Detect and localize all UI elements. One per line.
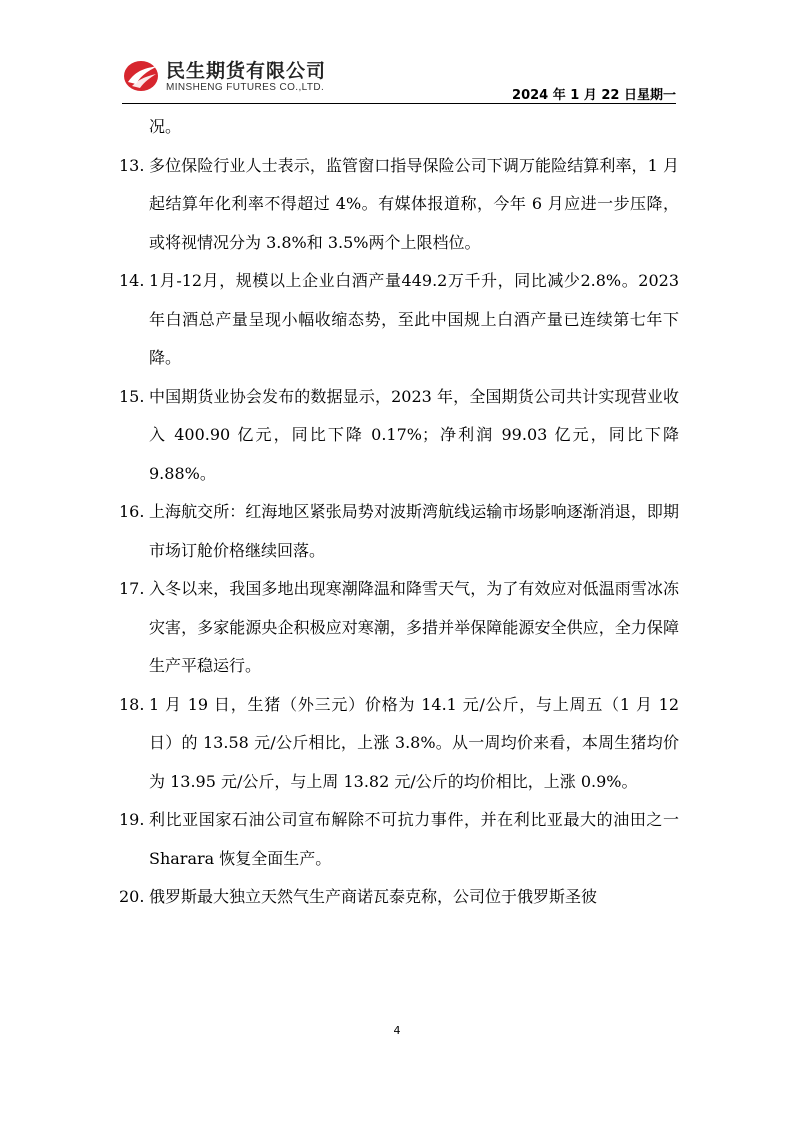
item-text: 多位保险行业人士表示，监管窗口指导保险公司下调万能险结算利率，1 月起结算年化利率不得超过 4%。有媒体报道称，今年 6 月应进一步压降，或将视情况分为 3.8%和 3.5%两个上限档位。 (149, 155, 679, 252)
company-logo (122, 56, 372, 100)
list-item (119, 686, 679, 802)
item-number: 16. (119, 502, 145, 521)
item-number: 17. (119, 579, 145, 598)
item-number: 18. (119, 694, 145, 714)
news-list (119, 108, 679, 917)
item-text: 入冬以来，我国多地出现寒潮降温和降雪天气，为了有效应对低温雨雪冰冻灾害，多家能源央企积极应对寒潮，多措并举保障能源安全供应，全力保障生产平稳运行。 (149, 579, 679, 675)
item-number: 19. (119, 810, 145, 829)
item-text: 1 月 19 日，生猪（外三元）价格为 14.1 元/公斤，与上周五（1 月 12 日）的 13.58 元/公斤相比，上涨 3.8%。从一周均价来看，本周生猪均价为 13.95 元/公斤，与上周 13.82 元/公斤的均价相比，上涨 0.9%。 (149, 694, 679, 791)
list-item (119, 378, 679, 494)
item-number: 15. (119, 386, 145, 406)
item-text: 俄罗斯最大独立天然气生产商诺瓦泰克称，公司位于俄罗斯圣彼 (149, 887, 598, 906)
list-item (119, 493, 679, 570)
page-number: 4 (393, 1024, 401, 1037)
page-header (122, 52, 676, 104)
header-date: 2024 年 1 月 22 日星期一 (512, 88, 676, 103)
item-text: 利比亚国家石油公司宣布解除不可抗力事件，并在利比亚最大的油田之一 Sharara 恢复全面生产。 (149, 810, 679, 868)
list-item (119, 878, 679, 917)
item-number: 14. (119, 271, 145, 290)
item-text: 上海航交所：红海地区紧张局势对波斯湾航线运输市场影响逐渐消退，即期市场订舱价格继续回落。 (149, 502, 679, 560)
item-number: 20. (119, 887, 145, 906)
list-item (119, 262, 679, 378)
list-item (119, 147, 679, 263)
logo-english-name: MINSHENG FUTURES CO.,LTD. (166, 82, 325, 93)
item-text: 1月-12月，规模以上企业白酒产量449.2万千升，同比减少2.8%。2023 年白酒总产量呈现小幅收缩态势，至此中国规上白酒产量已连续第七年下降。 (149, 271, 679, 367)
header-divider (122, 103, 676, 104)
item-number: 13. (119, 155, 145, 175)
continuation-text: 况。 (149, 117, 182, 136)
minsheng-logo-icon (122, 58, 162, 94)
logo-chinese-name: 民生期货有限公司 (166, 60, 327, 82)
item-text: 中国期货业协会发布的数据显示，2023 年，全国期货公司共计实现营业收入 400.90 亿元，同比下降 0.17%；净利润 99.03 亿元，同比下降 9.88%。 (149, 386, 679, 483)
list-item (119, 801, 679, 878)
list-item (119, 570, 679, 686)
